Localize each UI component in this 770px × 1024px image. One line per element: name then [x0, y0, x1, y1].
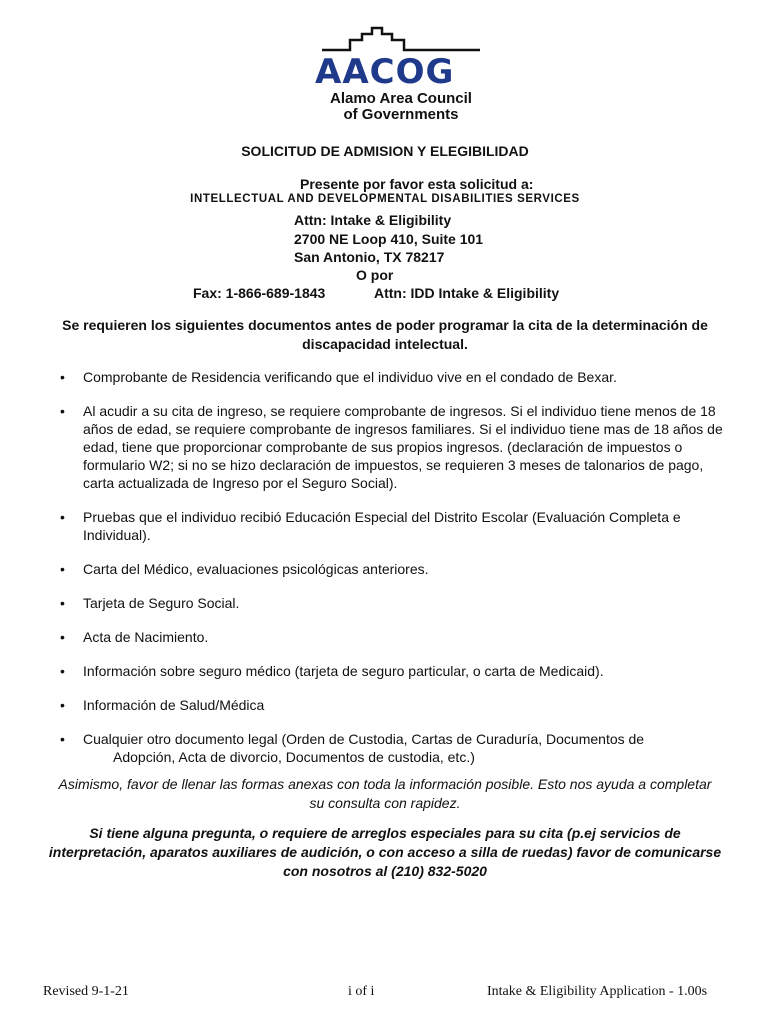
- list-item-text: Comprobante de Residencia verificando que el individuo vive en el condado de Bexar.: [83, 369, 617, 385]
- list-item-text: Información sobre seguro médico (tarjeta de seguro particular, o carta de Medicaid).: [83, 663, 604, 679]
- list-item-text: Información de Salud/Médica: [83, 697, 265, 713]
- list-item: • Información sobre seguro médico (tarjeta de seguro particular, o carta de Medicaid).: [60, 663, 604, 679]
- logo-subtitle-2: of Governments: [343, 106, 459, 123]
- contact-note: Si tiene alguna pregunta, o requiere de arreglos especiales para su cita (p.ej servicios de interpretación, aparatos auxiliares de audición, o con acceso a silla de ruedas) favor de comunicarse con nosotros al (210) 832-5020: [48, 825, 722, 879]
- fax-number: Fax: 1-866-689-1843: [193, 285, 326, 301]
- fax-attn: Attn: IDD Intake & Eligibility: [374, 285, 560, 301]
- list-item-text: Acta de Nacimiento.: [83, 629, 209, 645]
- list-item: • Información de Salud/Médica: [60, 697, 265, 713]
- list-item: • Al acudir a su cita de ingreso, se requiere comprobante de ingresos. Si el individuo tiene menos de 18 años de edad, se requiere comprobante de ingresos familiares. Si el individuo tiene mas de 18 años de edad, tiene que proporcionar comprobante de sus propios ingresos. (declaración de impuestos o formulario W2; si no se hizo declaración de impuestos, se requieren 3 meses de talonarios de pago, carta actualizada de Ingreso por el Seguro Social).: [60, 403, 723, 491]
- list-item: • Comprobante de Residencia verificando que el individuo vive en el condado de Bexar.: [60, 369, 617, 385]
- list-item: • Tarjeta de Seguro Social.: [60, 595, 240, 611]
- footer-revised: Revised 9-1-21: [43, 984, 129, 999]
- address-line-2: San Antonio, TX 78217: [294, 249, 445, 265]
- list-item-text: Tarjeta de Seguro Social.: [83, 595, 240, 611]
- or-line: O por: [356, 267, 394, 283]
- list-item-text: Cualquier otro documento legal (Orden de Custodia, Cartas de Curaduría, Documentos de: [83, 731, 645, 747]
- department-name: INTELLECTUAL AND DEVELOPMENTAL DISABILITIES SERVICES: [190, 193, 580, 205]
- list-item-continuation: Adopción, Acta de divorcio, Documentos de custodia, etc.): [113, 749, 475, 765]
- logo-subtitle-1: Alamo Area Council: [330, 90, 472, 107]
- forms-note: Asimismo, favor de llenar las formas anexas con toda la información posible. Esto nos ayuda a completar su consulta con rapidez.: [58, 776, 712, 811]
- list-item: • Acta de Nacimiento.: [60, 629, 209, 645]
- page-title: SOLICITUD DE ADMISION Y ELEGIBILIDAD: [241, 143, 529, 159]
- footer-form-name: Intake & Eligibility Application - 1.00s: [487, 984, 708, 999]
- list-item-text: Al acudir a su cita de ingreso, se requiere comprobante de ingresos. Si el individuo tiene menos de 18 años de edad, se requiere comprobante de ingresos familiares. Si el individuo tiene mas de 18 años de edad, tiene que proporcionar comprobante de sus propios ingresos. (declaración de impuestos o formulario W2; si no se hizo declaración de impuestos, se requieren 3 meses de talonarios de pago, carta actualizada de Ingreso por el Seguro Social).: [83, 403, 723, 491]
- footer-page-number: i of i: [348, 984, 375, 999]
- requirements-intro: Se requieren los siguientes documentos antes de poder programar la cita de la determinación de discapacidad intelectual.: [62, 317, 708, 352]
- document-list: [58, 368, 723, 782]
- list-item-text: Pruebas que el individuo recibió Educación Especial del Distrito Escolar (Evaluación Completa e Individual).: [83, 509, 681, 543]
- address-line-1: 2700 NE Loop 410, Suite 101: [294, 231, 484, 247]
- list-item: • Cualquier otro documento legal (Orden de Custodia, Cartas de Curaduría, Documentos de Adopción, Acta de divorcio, Documentos de custodia, etc.): [58, 730, 723, 766]
- aacog-logo: [300, 22, 500, 122]
- present-to: Presente por favor esta solicitud a:: [300, 176, 534, 192]
- list-item-text: Carta del Médico, evaluaciones psicológicas anteriores.: [83, 561, 429, 577]
- logo-wordmark: AACOG: [315, 52, 455, 92]
- list-item: • Pruebas que el individuo recibió Educación Especial del Distrito Escolar (Evaluación Completa e Individual).: [60, 509, 681, 543]
- list-item: • Carta del Médico, evaluaciones psicológicas anteriores.: [60, 561, 429, 577]
- attn-line: Attn: Intake & Eligibility: [294, 212, 452, 228]
